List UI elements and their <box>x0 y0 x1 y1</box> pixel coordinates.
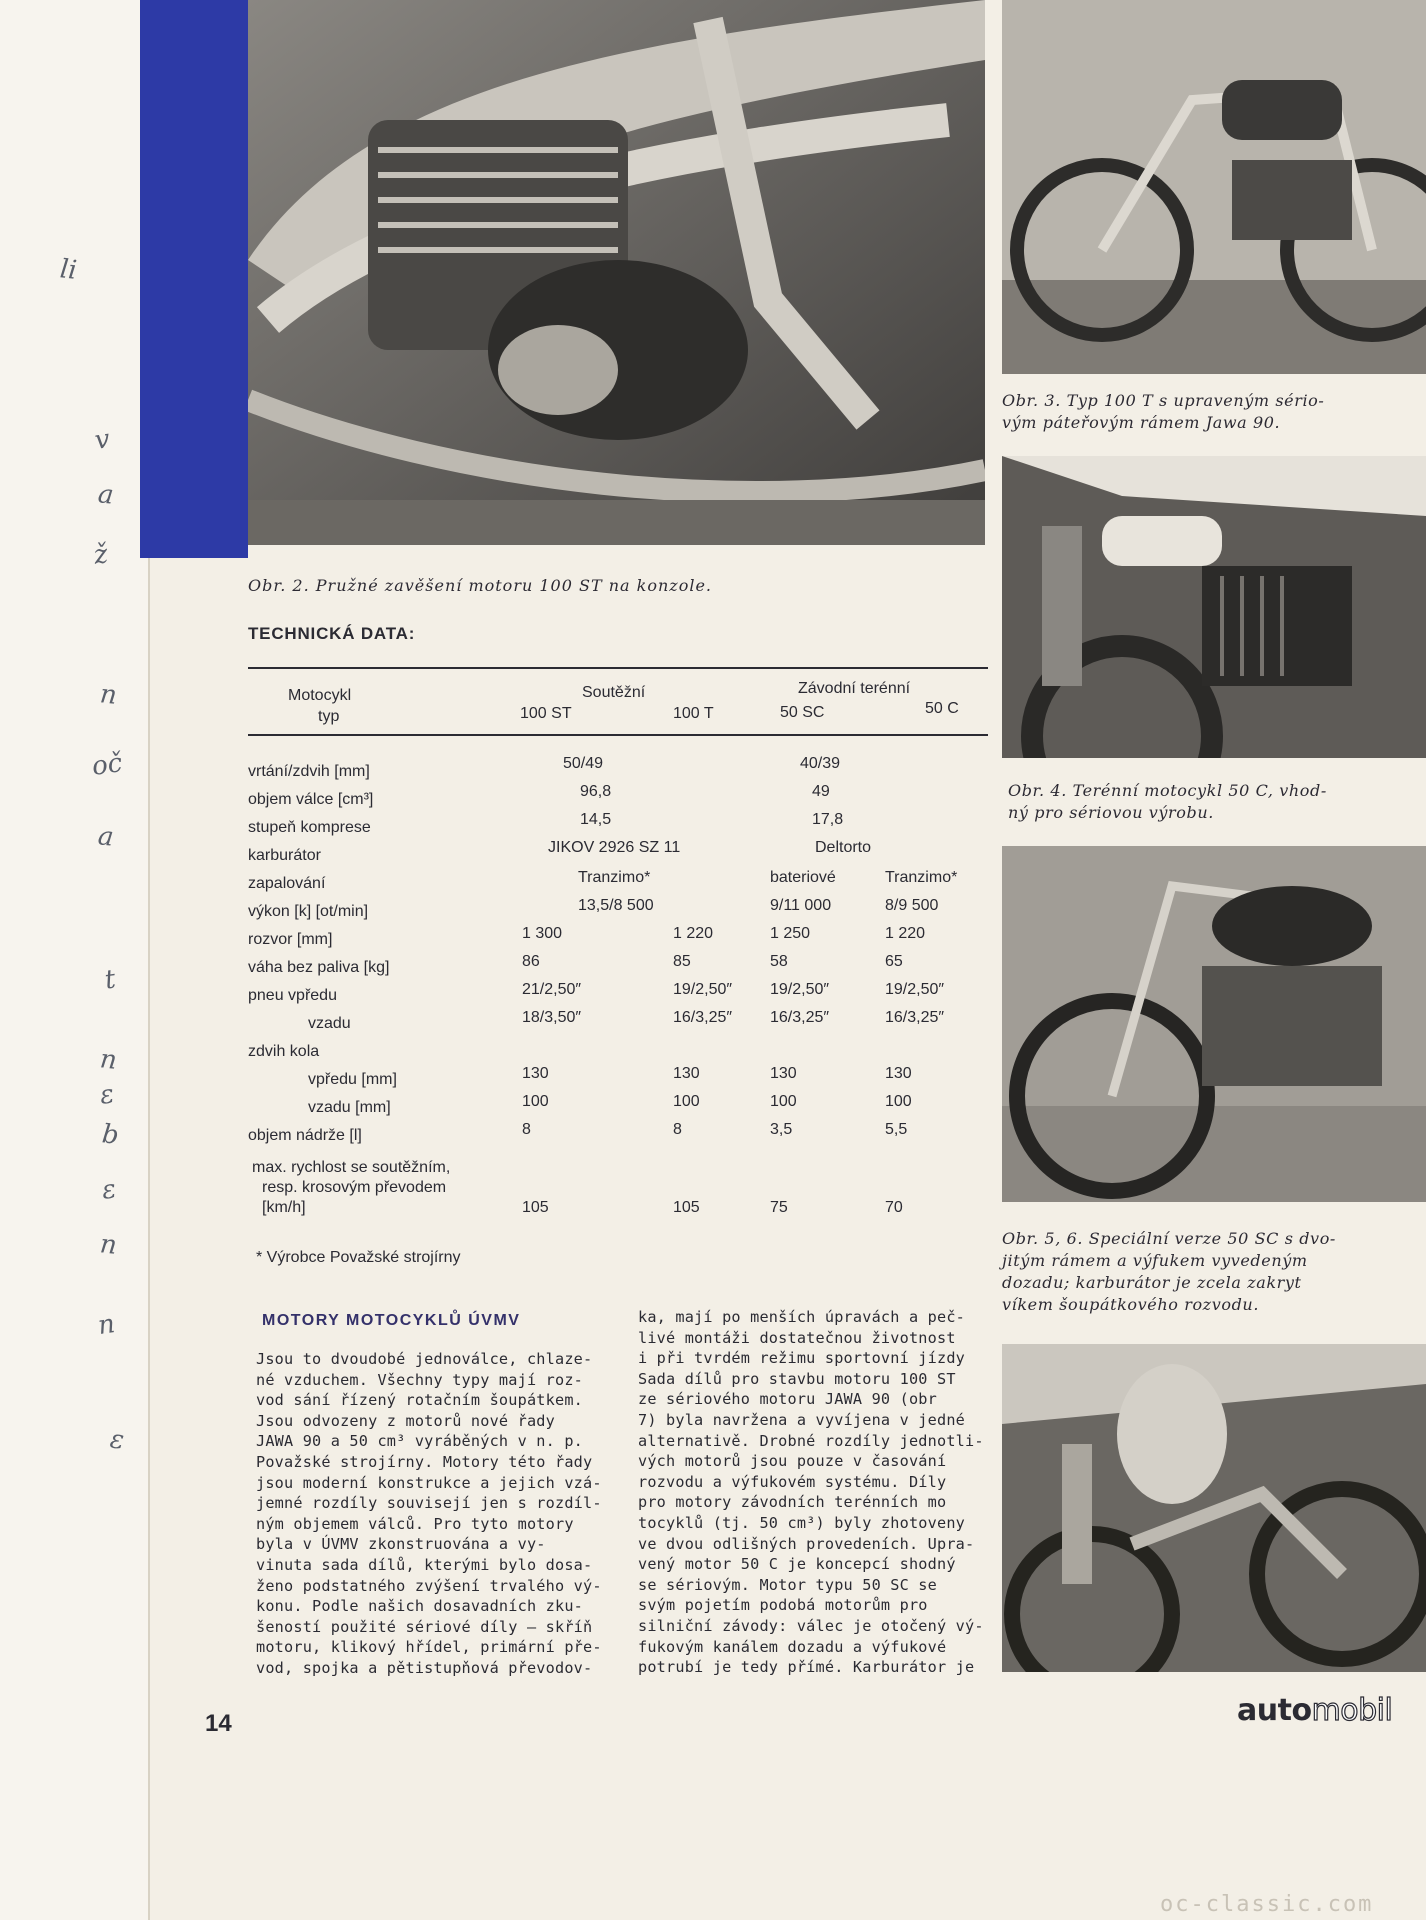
pencil-mark: li <box>58 254 79 286</box>
table-footnote: * Výrobce Považské strojírny <box>256 1249 461 1266</box>
table-header-rule <box>248 734 988 736</box>
table-cell: 16/3,25″ <box>673 1009 733 1026</box>
table-cell: 21/2,50″ <box>522 981 582 998</box>
table-cell: 19/2,50″ <box>885 981 945 998</box>
article-line: byla v ÚVMV zkonstruována a vy- <box>256 1535 546 1554</box>
header-group-zavodni: Závodní terénní <box>798 680 911 697</box>
table-row-label: objem válce [cm³] <box>248 791 374 808</box>
table-cell: 130 <box>885 1065 912 1082</box>
table-row-label: vzadu <box>308 1015 351 1032</box>
header-motocykl: Motocykl <box>288 687 352 704</box>
table-cell: 100 <box>522 1093 549 1110</box>
article-line: vod sání řízený rotačním šoupátkem. <box>256 1391 584 1410</box>
article-line: né vzduchem. Všechny typy mají roz- <box>256 1370 584 1389</box>
pencil-mark: b <box>100 1119 121 1151</box>
table-cell: 19/2,50″ <box>673 981 733 998</box>
article-line: jemné rozdíly souvisejí jen s rozdíl- <box>256 1494 602 1513</box>
caption-fig56 <box>1002 1228 1336 1316</box>
article-line: ženo podstatného zvýšení trvalého vý- <box>256 1576 602 1595</box>
caption-fig3-line: Obr. 3. Typ 100 T s upraveným sério- <box>1002 391 1325 410</box>
article-line: vinuta sada dílů, kterými bylo dosa- <box>256 1555 593 1574</box>
table-cell: 100 <box>673 1093 700 1110</box>
pencil-mark: ɛ <box>108 1424 126 1456</box>
table-row-label: karburátor <box>248 847 321 864</box>
article-line: rozvodu a výfukovém systému. Díly <box>638 1472 947 1491</box>
header-typ: typ <box>318 708 340 725</box>
caption-fig4-line: ný pro sériovou výrobu. <box>1008 803 1214 822</box>
article-line: silniční závody: válec je otočený vý- <box>638 1616 984 1635</box>
pencil-mark: n <box>98 1044 119 1076</box>
table-cell: 18/3,50″ <box>522 1009 582 1026</box>
article-column-2 <box>638 1307 984 1678</box>
article-line: Jsou to dvoudobé jednoválce, chlaze- <box>256 1350 593 1368</box>
article-line: 7) byla navržena a vyvíjena v jedné <box>638 1410 966 1429</box>
table-row-label: pneu vpředu <box>248 987 337 1004</box>
table-cell: 1 250 <box>770 925 811 942</box>
table-cell: 13,5/8 500 <box>578 897 654 914</box>
caption-fig56-line: víkem šoupátkového rozvodu. <box>1002 1295 1260 1314</box>
blue-side-tab <box>140 0 248 558</box>
table-row-label-line: resp. krosovým převodem <box>262 1179 447 1196</box>
caption-fig2: Obr. 2. Pružné zavěšení motoru 100 ST na konzole. <box>248 576 712 595</box>
caption-fig3-line: vým páteřovým rámem Jawa 90. <box>1002 413 1281 432</box>
header-model-100st: 100 ST <box>520 705 572 722</box>
article-line: vých motorů jsou pouze v časování <box>638 1452 947 1471</box>
header-model-50c: 50 C <box>925 700 959 717</box>
caption-fig56-line: dozadu; karburátor je zcela zakryt <box>1002 1273 1302 1292</box>
article-line: livé montáži dostatečnou životnost <box>638 1328 956 1347</box>
logo-bold-part: auto <box>1237 1693 1312 1728</box>
magazine-logo <box>1237 1693 1392 1728</box>
article-line: Sada dílů pro stavbu motoru 100 ST <box>638 1369 956 1388</box>
table-cell: 1 220 <box>673 925 714 942</box>
article-line: ze sériového motoru JAWA 90 (obr <box>638 1390 937 1409</box>
article-line: pro motory závodních terénních mo <box>638 1493 947 1512</box>
table-cell: bateriové <box>770 869 836 886</box>
table-cell: 5,5 <box>885 1121 908 1138</box>
table-merged-cell: 17,8 <box>812 811 844 828</box>
header-group-soutezni: Soutěžní <box>582 684 646 701</box>
table-merged-cell: Deltorto <box>815 839 872 856</box>
article-line: vený motor 50 C je koncepcí shodný <box>638 1555 956 1574</box>
pencil-mark: ɛ <box>99 1174 118 1206</box>
table-cell: 105 <box>522 1199 549 1216</box>
table-row-label: zdvih kola <box>248 1043 320 1060</box>
table-merged-cell: JIKOV 2926 SZ 11 <box>548 839 681 856</box>
table-cell: 130 <box>522 1065 549 1082</box>
table-cell: 9/11 000 <box>770 897 832 914</box>
table-row-label: stupeň komprese <box>248 819 371 836</box>
table-cell: 86 <box>522 953 540 970</box>
table-cell: 105 <box>673 1199 700 1216</box>
photo-model-50sc-b <box>1002 1344 1426 1672</box>
table-row-label: váha bez paliva [kg] <box>248 959 390 976</box>
table-merged-cell: 49 <box>812 783 830 800</box>
header-model-50sc: 50 SC <box>780 704 825 721</box>
table-merged-cell: 50/49 <box>563 755 604 772</box>
article-line: šeností použité sériové díly — skříň <box>256 1617 593 1636</box>
pencil-mark: v <box>92 424 112 456</box>
table-cell: 58 <box>770 953 788 970</box>
table-cell: 8/9 500 <box>885 897 939 914</box>
article-line: Jsou odvozeny z motorů nové řady <box>256 1411 555 1430</box>
table-row-label-line: max. rychlost se soutěžním, <box>252 1159 451 1176</box>
table-row-label: vzadu [mm] <box>308 1099 391 1116</box>
table-row-label-line: [km/h] <box>262 1199 306 1216</box>
caption-fig4-line: Obr. 4. Terénní motocykl 50 C, vhod- <box>1008 781 1327 800</box>
article-line: vod, spojka a pětistupňová převodov- <box>256 1658 593 1677</box>
article-line: potrubí je tedy přímé. Karburátor je <box>638 1658 975 1677</box>
pencil-mark: oč <box>90 748 125 782</box>
table-top-rule <box>248 667 988 669</box>
pencil-mark: n <box>98 679 119 711</box>
table-cell: 19/2,50″ <box>770 981 830 998</box>
article-line: ve dvou odlišných provedeních. Upra- <box>638 1534 975 1553</box>
photo-type-100t <box>1002 0 1426 374</box>
table-cell: 16/3,25″ <box>770 1009 830 1026</box>
article-line: jsou moderní konstrukce a jejich vzá- <box>256 1473 602 1492</box>
pencil-mark: t <box>102 964 118 996</box>
table-cell: 3,5 <box>770 1121 793 1138</box>
table-cell: Tranzimo* <box>578 869 651 886</box>
article-line: ným objemem válců. Pro tyto motory <box>256 1514 574 1533</box>
table-row-label: vpředu [mm] <box>308 1071 397 1088</box>
article-line: ka, mají po menších úpravách a peč- <box>638 1308 966 1326</box>
caption-fig56-line: jitým rámem a výfukem vyvedeným <box>1002 1251 1308 1270</box>
caption-fig3 <box>1002 390 1324 434</box>
table-cell: 85 <box>673 953 691 970</box>
article-line: svým pojetím podobá motorům pro <box>638 1596 928 1615</box>
pencil-mark: ɛ <box>97 1079 116 1111</box>
table-row-label: vrtání/zdvih [mm] <box>248 763 370 780</box>
site-watermark: oc-classic.com <box>1160 1892 1374 1917</box>
article-line: alternativě. Drobné rozdíly jednotli- <box>638 1431 984 1450</box>
table-cell: 1 220 <box>885 925 926 942</box>
pencil-mark: n <box>95 1308 117 1342</box>
table-cell: 100 <box>885 1093 912 1110</box>
pencil-mark: a <box>96 821 116 853</box>
left-margin <box>0 0 148 1920</box>
table-row-label: rozvor [mm] <box>248 931 333 948</box>
table-row-label: zapalování <box>248 875 326 892</box>
pencil-mark: ž <box>91 539 110 571</box>
table-cell: 100 <box>770 1093 797 1110</box>
table-row-label: objem nádrže [l] <box>248 1127 362 1144</box>
article-line: i při tvrdém režimu sportovní jízdy <box>638 1349 966 1368</box>
caption-fig56-line: Obr. 5, 6. Speciální verze 50 SC s dvo- <box>1002 1229 1336 1248</box>
pencil-mark: n <box>98 1229 119 1261</box>
article-title: MOTORY MOTOCYKLŮ ÚVMV <box>262 1312 521 1329</box>
article-line: tocyklů (tj. 50 cm³) byly zhotoveny <box>638 1513 966 1532</box>
table-row-label: výkon [k] [ot/min] <box>248 903 369 920</box>
article-line: fukovým kanálem dozadu a výfukové <box>638 1637 947 1656</box>
table-cell: 65 <box>885 953 903 970</box>
photo-model-50c <box>1002 456 1426 758</box>
article-line: konu. Podle našich dosavadních zku- <box>256 1597 584 1616</box>
table-cell: 1 300 <box>522 925 563 942</box>
table-merged-cell: 96,8 <box>580 783 612 800</box>
table-cell: 75 <box>770 1199 788 1216</box>
header-model-100t: 100 T <box>673 705 714 722</box>
tech-data-heading: TECHNICKÁ DATA: <box>248 624 416 643</box>
photo-engine-mount <box>248 0 985 545</box>
table-merged-cell: 40/39 <box>800 755 841 772</box>
article-line: Považské strojírny. Motory této řady <box>256 1452 593 1471</box>
table-cell: Tranzimo* <box>885 869 958 886</box>
table-cell: 70 <box>885 1199 903 1216</box>
table-merged-cell: 14,5 <box>580 811 612 828</box>
article-column-1 <box>256 1349 602 1679</box>
page-number: 14 <box>205 1710 232 1737</box>
table-cell: 8 <box>522 1121 531 1138</box>
table-cell: 8 <box>673 1121 682 1138</box>
table-cell: 130 <box>673 1065 700 1082</box>
article-line: se sériovým. Motor typu 50 SC se <box>638 1575 937 1594</box>
photo-model-50sc-a <box>1002 846 1426 1202</box>
pencil-mark: a <box>96 479 116 511</box>
article-line: JAWA 90 a 50 cm³ vyráběných v n. p. <box>256 1432 584 1451</box>
logo-light-part: mobil <box>1311 1693 1393 1728</box>
caption-fig4 <box>1008 780 1327 824</box>
article-line: motoru, klikový hřídel, primární pře- <box>256 1638 602 1657</box>
table-cell: 16/3,25″ <box>885 1009 945 1026</box>
table-cell: 130 <box>770 1065 797 1082</box>
